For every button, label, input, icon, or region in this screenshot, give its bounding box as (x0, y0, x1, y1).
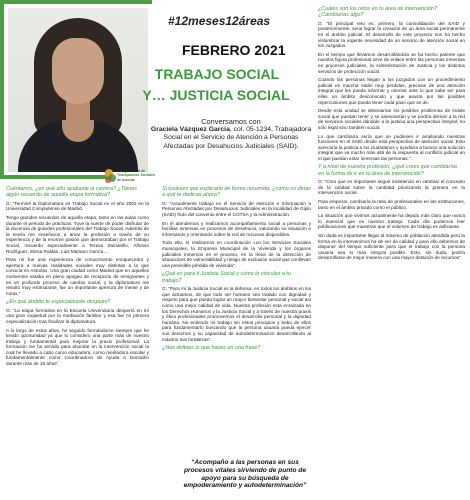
interview-answer: En el tiempo que llevamos desarrollándolo se ha hecho patente que nuestra figura profesional sirve de enlace entre las personas inmersas en procesos judiciales, la Administración de Justicia y los distintos servicios de protección social. (318, 51, 465, 74)
interview-question: ¿Nos defines lo que haces en una frase? (162, 345, 261, 352)
intro-lead: Conversamos con (201, 117, 261, 126)
interview-answer: A lo largo de estos años, he seguido formándome siempre que he tenido oportunidad ya que lo considero una parte más de nuestro trabajo y fundamental para mejorar la praxis profesional. La formación me ha servido para ahondar en la intervención social la cual he llevado a cabo como educadora, como mediadora escolar y fundamentalmente como Coordinadora de Ayuda a Domicilio durante más de 15 años”. (6, 327, 149, 367)
interview-question: Y a nivel de nuestra profesión, ¿qué crees que cambiarías en la forma de ir en tu área de intervención? (318, 164, 458, 177)
cotsa-logo-icon (105, 169, 115, 183)
column-3 (318, 6, 465, 494)
interview-question: Cuéntanos, ¿en qué año acabaste la carrera? ¿Tienes algún recuerdo de aquella etapa formativa? (6, 186, 137, 199)
interview-answer: Todo ello, lo realizamos en coordinación con los Servicios Sociales municipales, la Empresa Municipal de la Vivienda y los órganos judiciales inmersos en el proceso, en la línea de la detección de situaciones de vulnerabilidad y riesgo de exclusión social que conllevan una previsible pérdida de vivienda”. (162, 240, 311, 268)
date-title: FEBRERO 2021 (182, 42, 286, 58)
interview-answer: La situación que vivimos actualmente ha dejado más claro que nunca lo esencial que es nuestro trabajo. Cada día podemos leer publicaciones que muestran que el volumen de trabajo es asfixiante. (318, 213, 465, 230)
intro-text (148, 118, 314, 151)
intro-name: Graciela Vázquez García (150, 126, 230, 134)
interview-answer: Lo que cambiaría sería que se pudiesen ir ampliando nuestras funciones en el SAID desde esta perspectiva de atención social. Esto acercaría la justicia a los ciudadanos y ayudaría a buscar una solución integral que va mucho más allá de la respuesta al conflicto judicial en el que puedan estar inmersas las personas.”. (318, 133, 465, 161)
column-2 (162, 186, 311, 448)
interview-answer: G: “Creo que es importante seguir insistiendo en cambiar el concepto de la calidad sobre la cantidad priorizando la primera en la intervención social. (318, 179, 465, 196)
interview-answer: G: “Para mí la Justicia Social es la defensa, en todos los ámbitos en los que actuamos, de que todo ser humano sea tratado con dignidad y respeto para que pueda lograr un mayor bienestar personal y social así como una mejor calidad de vida. Nuestra profesión esta enraizada en los Derechos Humanos y la Justicia Social y a través de nuestra praxis y ética profesionales promovemos el desarrollo personal y la dignidad humana. No entiendo mi trabajo sin estos principios y bebo de ellos para fundamentarlo buscando que la persona usuaria pueda ejercer sus derechos y su capacidad de autodeterminación desarrollando al máximo sus fortalezas”. (162, 286, 311, 342)
interview-answer: G: “La etapa formativa en la Escuela Universitaria despertó en mí una gran inquietud por la mediación familiar y esa fue mi primera especialización tras finalizar la diplomatura. (6, 307, 149, 324)
interview-question: ¿Qué es para ti Justicia Social y cómo lo vinculas a tu trabajo? (162, 271, 291, 284)
frame-bottom-bar (0, 175, 112, 179)
interview-answer: Para mí fue una experiencia de conocimiento enriquecedor y apertura a nuevas realidades sociales muy distintas a la que conocía en Asturias. Una gran ciudad como Madrid que en aquellos momentos estaba en pleno apogeo de recepción de inmigrantes y en un profundo proceso de cambio social, y la diplomatura me resultó muy estimulante, fue un importante apertura de mente y de miras.” (6, 257, 149, 296)
main-title-line2: Y… JUSTICIA SOCIAL (142, 87, 290, 103)
interview-answer: Para empezar, cambiaría la ratio de profesionales en las instituciones, tanto en el ámbito privado como el público. (318, 199, 465, 210)
column-1 (6, 186, 149, 494)
cotsa-logo (105, 163, 160, 188)
main-title-line1: TRABAJO SOCIAL (154, 66, 280, 82)
interview-question: ¿En qué ámbito te especializaste después? (6, 299, 111, 306)
hashtag: #12meses12áreas (168, 14, 271, 28)
interview-answer: Sin duda es importante llegar al máximo de población atendida pero la forma en la intervenimos ha de ser de calidad y para ello debemos de disponer del tiempo suficiente para que el trabajo con la persona usuaria sea lo más integral posible. Esto, sin duda, podría desarrollarse de mejor manera con una mayor dotación de recursos”. (318, 233, 465, 261)
interview-answer: G: “Actualmente trabajo en el Servicio de Atención e Información a Personas Afectadas por Desahucios Judiciales en la localidad de Gijón (SAID) fruto del convenio entre el COTSA y la Administración. (162, 200, 311, 217)
portrait-photo (8, 8, 148, 172)
interview-question: Si tuvieses que explicarlo de forma resumida, ¿cómo no dirías a qué te dedicas ahora? (162, 186, 311, 199)
interview-answer: Tengo grandes recuerdos de aquella etapa, tanto en las aulas como durante el periodo de prácticas. Tuve la suerte de poder disfrutar de la docencia de grandes profesionales del Trabajo Social. Además de la teoría me enseñaron a amar la profesión a través de su experiencia y de la enorme pasión que demostraban por el Trabajo Social, recuerdo especialmente a Teresa Zamanillo, Alfonso Rodríguez, Elena Roldán, Luis Mariano García… (6, 215, 149, 254)
cotsa-logo-text: Colegio Oficial de Trabajadoras Sociales de Asturias (117, 169, 155, 182)
intro-rest: , col. 05-1234, Trabajadora Social en el Servicio de Atención a Personas Afectadas por Desahucios Judiciales (SAID). (163, 126, 312, 150)
interview-answer: G: “Terminé la Diplomatura en Trabajo Social en el año 2002 en la Universidad Complutense de Madrid. (6, 200, 149, 212)
interview-answer: G: “El principal reto es, primero, la consolidación del SAID y posteriormente, seria lograr la creación de un área social permanente en el ámbito judicial. El desarrollo de este proyecto nos ha hecho vislumbrar la urgente necesidad de un servicio de atención social en los Juzgados. (318, 20, 465, 49)
frame-top-bar (0, 0, 152, 4)
interview-answer: Cuando las personas llegan a los juzgados con un procedimiento judicial en marcha están muy perdidas, precisan de una atención integral que les pueda informar y orientar ante lo que sabe ser para ellas un ámbito desconocido y que asusta por las posibles repercusiones que pueda tener cada paso que se de. (318, 77, 465, 105)
interview-question: ¿Cuáles son los retos en tu área de intervención? ¿Cambiarías algo? (318, 6, 437, 19)
interview-answer: Desde esta unidad se detectarían los posibles problemas de índole social que puedan tener y se asesorarían y se podría derivar a la red de servicios sociales dándole a la justicia una perspectiva integral, no sólo legal sino también social. (318, 108, 465, 130)
interview-answer: En él atendemos y realizamos acompañamiento social a personas y familias inmersas en procesos de desahucio, valorando su situación e informando y orientando sobre la red de recursos disponibles. (162, 220, 311, 237)
frame-side-bar (0, 0, 4, 178)
pull-quote: “Acompaño a las personas en sus procesos vitales sirviendo de punto de apoyo para su búsqueda de empoderamiento y autodeterminación” (183, 459, 307, 490)
